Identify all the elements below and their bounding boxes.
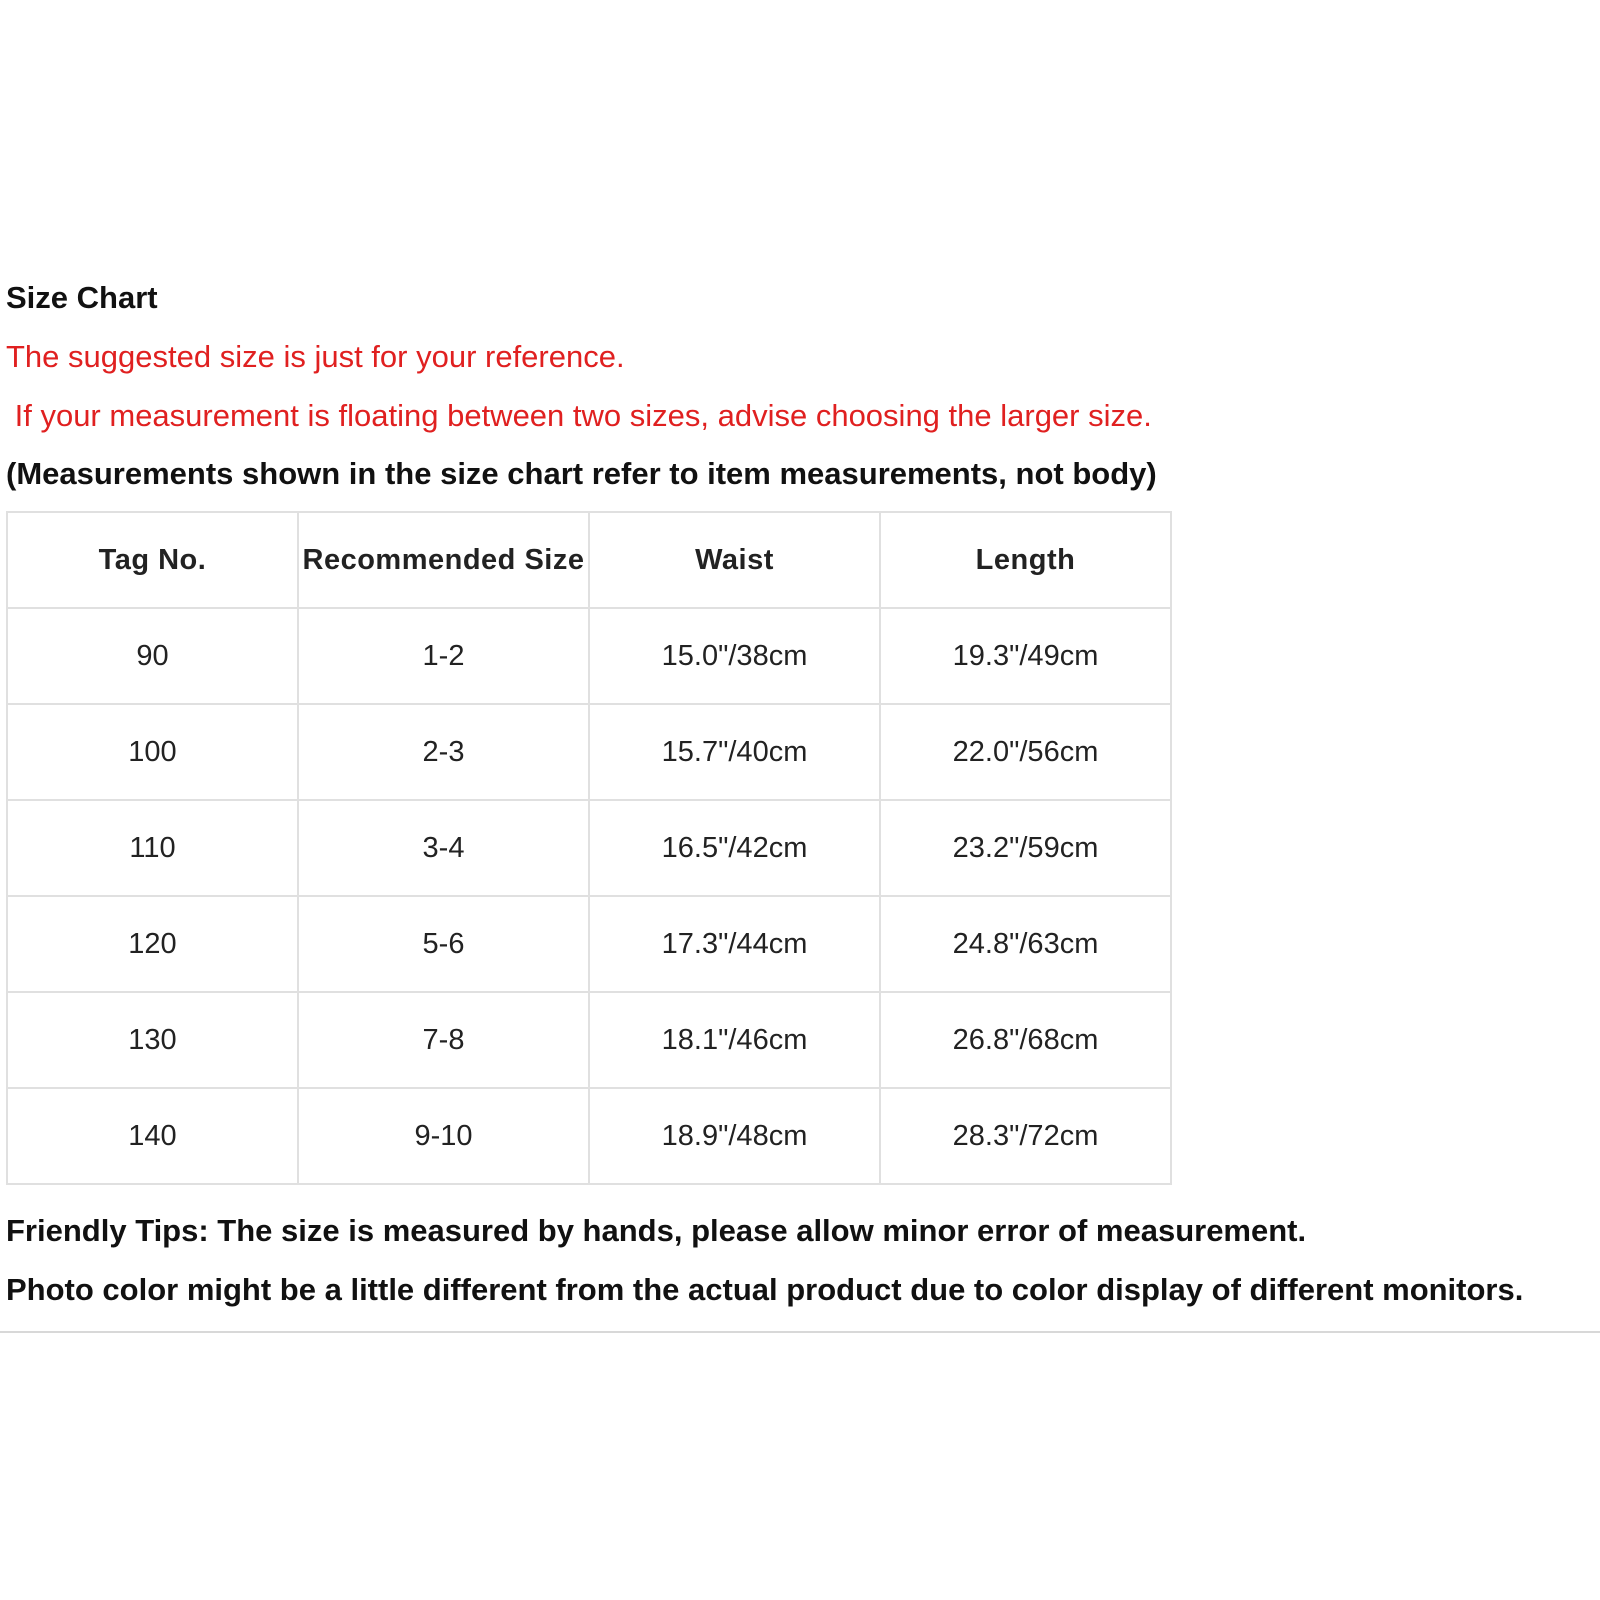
cell-length: 23.2"/59cm: [880, 800, 1171, 896]
table-row: [7, 704, 1171, 800]
cell-recommended-size: 7-8: [298, 992, 589, 1088]
size-table: [6, 511, 1172, 1185]
tip-measurement-error: Friendly Tips: The size is measured by hands, please allow minor error of measurement.: [6, 1213, 1307, 1248]
table-row: [7, 800, 1171, 896]
measurement-note: (Measurements shown in the size chart refer to item measurements, not body): [6, 456, 1157, 491]
cell-recommended-size: 2-3: [298, 704, 589, 800]
cell-tag-no: 130: [7, 992, 298, 1088]
tip-photo-color: Photo color might be a little different from the actual product due to color display of different monitors.: [6, 1272, 1524, 1307]
cell-recommended-size: 5-6: [298, 896, 589, 992]
cell-length: 28.3"/72cm: [880, 1088, 1171, 1184]
cell-waist: 18.9"/48cm: [589, 1088, 880, 1184]
column-header-tag-no: Tag No.: [7, 512, 298, 608]
cell-recommended-size: 1-2: [298, 608, 589, 704]
cell-waist: 17.3"/44cm: [589, 896, 880, 992]
cell-waist: 15.0"/38cm: [589, 608, 880, 704]
cell-tag-no: 120: [7, 896, 298, 992]
page-title: Size Chart: [6, 280, 158, 315]
cell-length: 19.3"/49cm: [880, 608, 1171, 704]
cell-recommended-size: 9-10: [298, 1088, 589, 1184]
table-row: [7, 608, 1171, 704]
table-header-row: [7, 512, 1171, 608]
table-row: [7, 992, 1171, 1088]
column-header-length: Length: [880, 512, 1171, 608]
cell-tag-no: 100: [7, 704, 298, 800]
bottom-divider: [0, 1331, 1600, 1333]
cell-length: 26.8"/68cm: [880, 992, 1171, 1088]
advice-note: If your measurement is floating between two sizes, advise choosing the larger size.: [6, 398, 1152, 433]
column-header-recommended-size: Recommended Size: [298, 512, 589, 608]
cell-tag-no: 90: [7, 608, 298, 704]
table-row: [7, 1088, 1171, 1184]
size-chart-section: [6, 268, 1596, 1319]
friendly-tips: [6, 1201, 1596, 1319]
reference-note: The suggested size is just for your reference.: [6, 339, 625, 374]
cell-length: 22.0"/56cm: [880, 704, 1171, 800]
table-row: [7, 896, 1171, 992]
cell-length: 24.8"/63cm: [880, 896, 1171, 992]
cell-waist: 18.1"/46cm: [589, 992, 880, 1088]
cell-tag-no: 110: [7, 800, 298, 896]
cell-tag-no: 140: [7, 1088, 298, 1184]
column-header-waist: Waist: [589, 512, 880, 608]
cell-waist: 15.7"/40cm: [589, 704, 880, 800]
cell-waist: 16.5"/42cm: [589, 800, 880, 896]
cell-recommended-size: 3-4: [298, 800, 589, 896]
